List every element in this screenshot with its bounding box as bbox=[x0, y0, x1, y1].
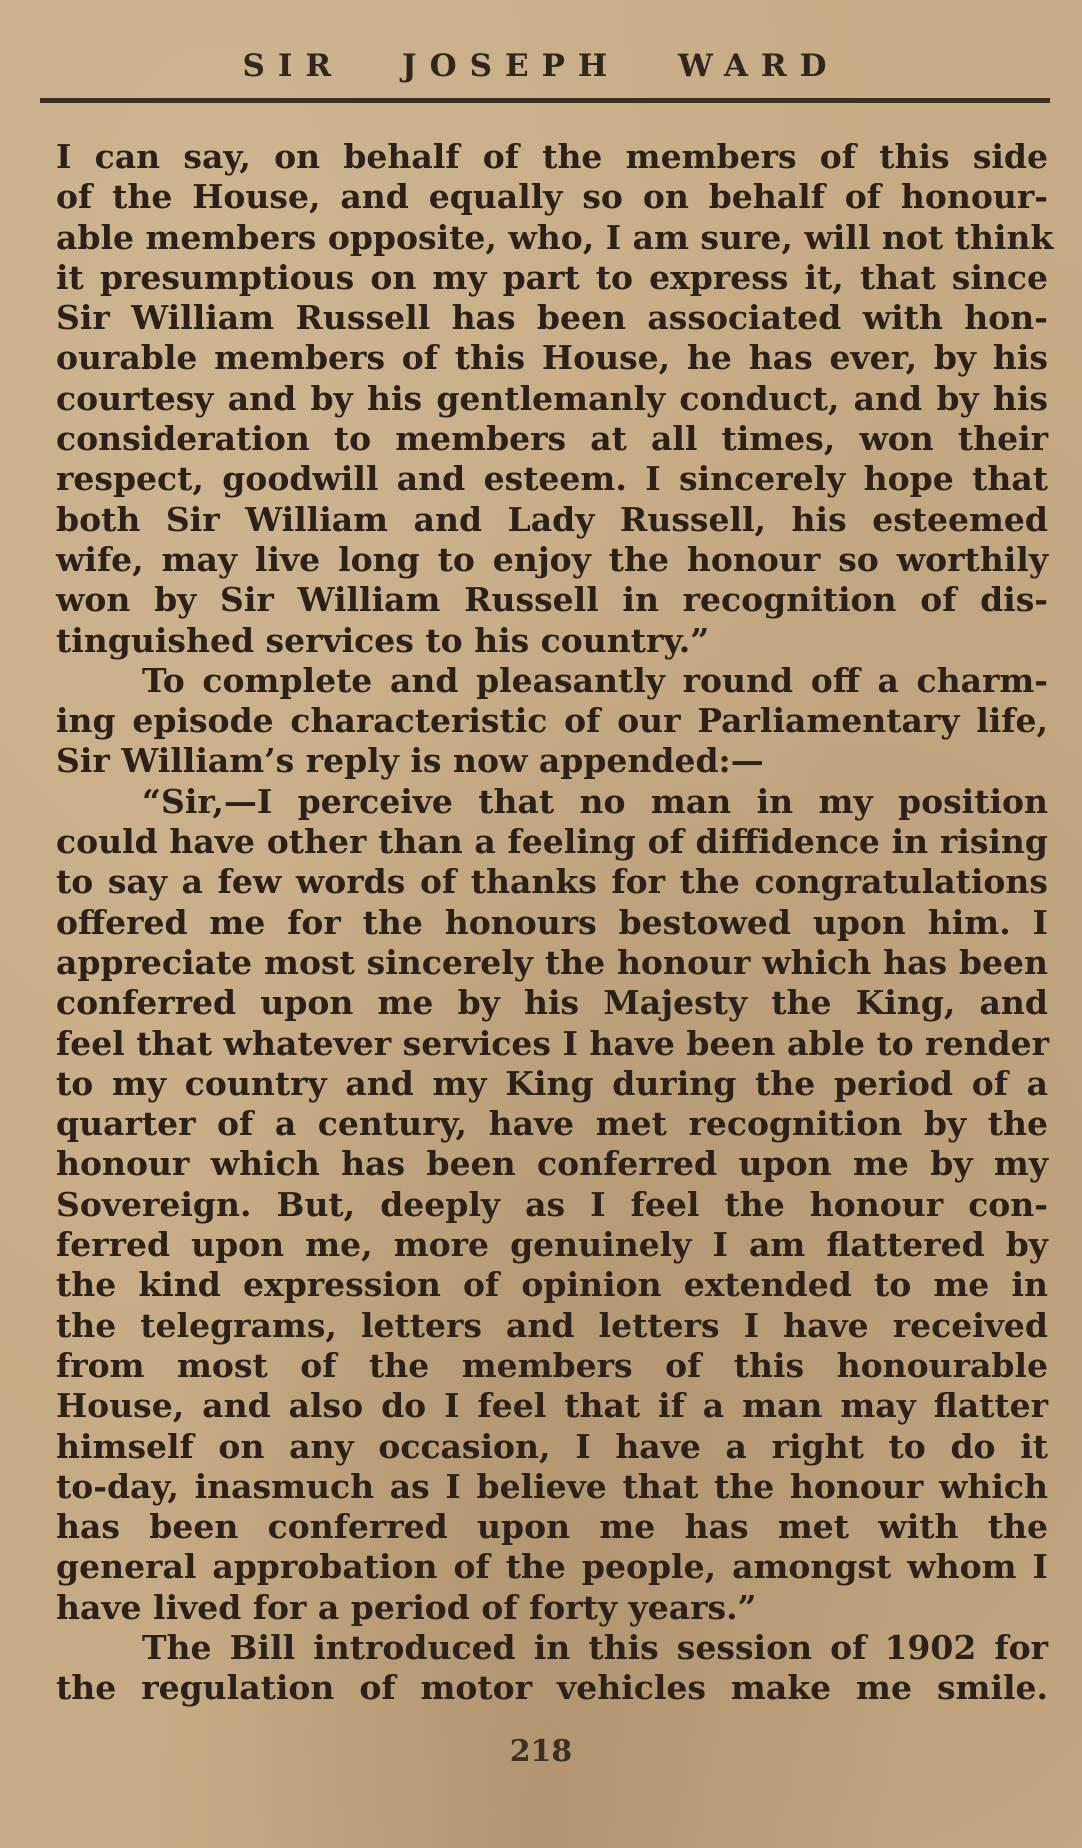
text-line: able members opposite, who, I am sure, will not think bbox=[56, 217, 1054, 257]
text-line: conferred upon me by his Majesty the King, and bbox=[56, 983, 1048, 1023]
text-line: to my country and my King during the period of a bbox=[56, 1063, 1048, 1103]
text-line: the regulation of motor vehicles make me smile. bbox=[56, 1668, 1048, 1708]
text-line: I can say, on behalf of the members of this side bbox=[56, 137, 1048, 176]
text-line: ourable members of this House, he has ever, by his bbox=[56, 338, 1048, 378]
text-line: of the House, and equally so on behalf of honour- bbox=[56, 177, 1048, 217]
text-line: courtesy and by his gentlemanly conduct, and by his bbox=[56, 378, 1048, 418]
text-line: To complete and pleasantly round off a charm- bbox=[142, 660, 1048, 700]
text-line: won by Sir William Russell in recognition of dis- bbox=[56, 580, 1048, 620]
text-line: The Bill introduced in this session of 1902 for bbox=[142, 1627, 1048, 1667]
page-number: 218 bbox=[509, 1734, 573, 1769]
text-line: has been conferred upon me has met with the bbox=[56, 1507, 1048, 1547]
text-line: to say a few words of thanks for the congratulations bbox=[56, 862, 1048, 902]
text-line: tinguished services to his country.” bbox=[56, 620, 710, 660]
text-line: could have other than a feeling of diffidence in rising bbox=[56, 822, 1048, 862]
text-line: general approbation of the people, amongst whom I bbox=[56, 1547, 1048, 1587]
text-line: quarter of a century, have met recognition by the bbox=[56, 1104, 1048, 1144]
text-line: ing episode characteristic of our Parliamentary life, bbox=[56, 701, 1048, 741]
text-line: consideration to members at all times, won their bbox=[56, 419, 1048, 459]
text-line: feel that whatever services I have been able to render bbox=[56, 1023, 1050, 1063]
text-line: Sir William’s reply is now appended:— bbox=[56, 741, 764, 781]
header-rule bbox=[40, 98, 1050, 103]
text-line: have lived for a period of forty years.” bbox=[56, 1587, 757, 1627]
text-line: “Sir,—I perceive that no man in my position bbox=[142, 781, 1048, 821]
body-text bbox=[56, 137, 1054, 1709]
text-line: himself on any occasion, I have a right to do it bbox=[56, 1426, 1048, 1466]
text-line: honour which has been conferred upon me by my bbox=[56, 1144, 1048, 1184]
text-line: Sovereign. But, deeply as I feel the honour con- bbox=[56, 1184, 1048, 1224]
text-line: the kind expression of opinion extended to me in bbox=[56, 1265, 1048, 1305]
text-line: offered me for the honours bestowed upon him. I bbox=[56, 902, 1048, 942]
text-line: the telegrams, letters and letters I have received bbox=[56, 1305, 1048, 1345]
text-line: from most of the members of this honourable bbox=[56, 1345, 1048, 1385]
running-head: SIR JOSEPH WARD bbox=[242, 48, 840, 84]
text-line: it presumptious on my part to express it, that since bbox=[56, 257, 1048, 297]
text-line: to-day, inasmuch as I believe that the honour which bbox=[56, 1466, 1048, 1506]
text-line: ferred upon me, more genuinely I am flattered by bbox=[56, 1225, 1048, 1265]
text-line: respect, goodwill and esteem. I sincerely hope that bbox=[56, 459, 1048, 499]
text-line: appreciate most sincerely the honour which has been bbox=[56, 942, 1048, 982]
text-line: Sir William Russell has been associated with hon- bbox=[56, 298, 1048, 338]
text-line: wife, may live long to enjoy the honour so worthily bbox=[56, 539, 1048, 579]
text-line: House, and also do I feel that if a man may flatter bbox=[56, 1386, 1048, 1426]
text-line: both Sir William and Lady Russell, his esteemed bbox=[56, 499, 1048, 539]
